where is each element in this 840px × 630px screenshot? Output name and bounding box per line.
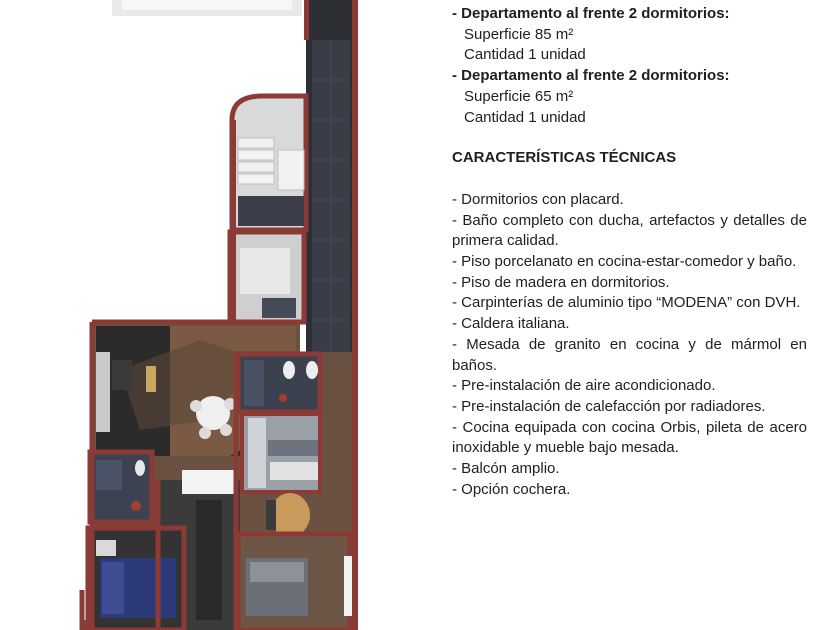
feature-item: - Piso porcelanato en cocina-estar-comedor y baño. bbox=[452, 253, 797, 271]
feature-item: - Cocina equipada con cocina Orbis, pileta de acero inoxidable y mueble bajo mesada. bbox=[452, 418, 807, 457]
feature-item: - Baño completo con ducha, artefactos y detalles de primera calidad. bbox=[452, 211, 807, 250]
unit-title: - Departamento al frente 2 dormitorios: bbox=[452, 67, 730, 85]
feature-item: - Caldera italiana. bbox=[452, 315, 570, 333]
technical-list bbox=[452, 190, 807, 501]
feature-item: - Mesada de granito en cocina y de mármol en baños. bbox=[452, 335, 807, 374]
feature-item: - Piso de madera en dormitorios. bbox=[452, 273, 670, 291]
feature-item: - Pre-instalación de aire acondicionado. bbox=[452, 377, 716, 395]
description-column bbox=[452, 4, 807, 500]
unit-block-1 bbox=[452, 4, 807, 66]
feature-item: - Pre-instalación de calefacción por radiadores. bbox=[452, 397, 766, 415]
feature-item: - Opción cochera. bbox=[452, 480, 571, 498]
unit-quantity: Cantidad 1 unidad bbox=[464, 108, 586, 126]
unit-quantity: Cantidad 1 unidad bbox=[464, 46, 586, 64]
unit-surface: Superficie 85 m² bbox=[464, 25, 574, 43]
feature-item: - Dormitorios con placard. bbox=[452, 190, 624, 208]
unit-title: - Departamento al frente 2 dormitorios: bbox=[452, 5, 730, 22]
feature-item: - Balcón amplio. bbox=[452, 460, 560, 478]
unit-surface: Superficie 65 m² bbox=[464, 87, 574, 105]
technical-heading: CARACTERÍSTICAS TÉCNICAS bbox=[452, 149, 677, 167]
feature-item: - Carpinterías de aluminio tipo “MODENA” con DVH. bbox=[452, 294, 801, 312]
unit-block-2 bbox=[452, 66, 807, 128]
